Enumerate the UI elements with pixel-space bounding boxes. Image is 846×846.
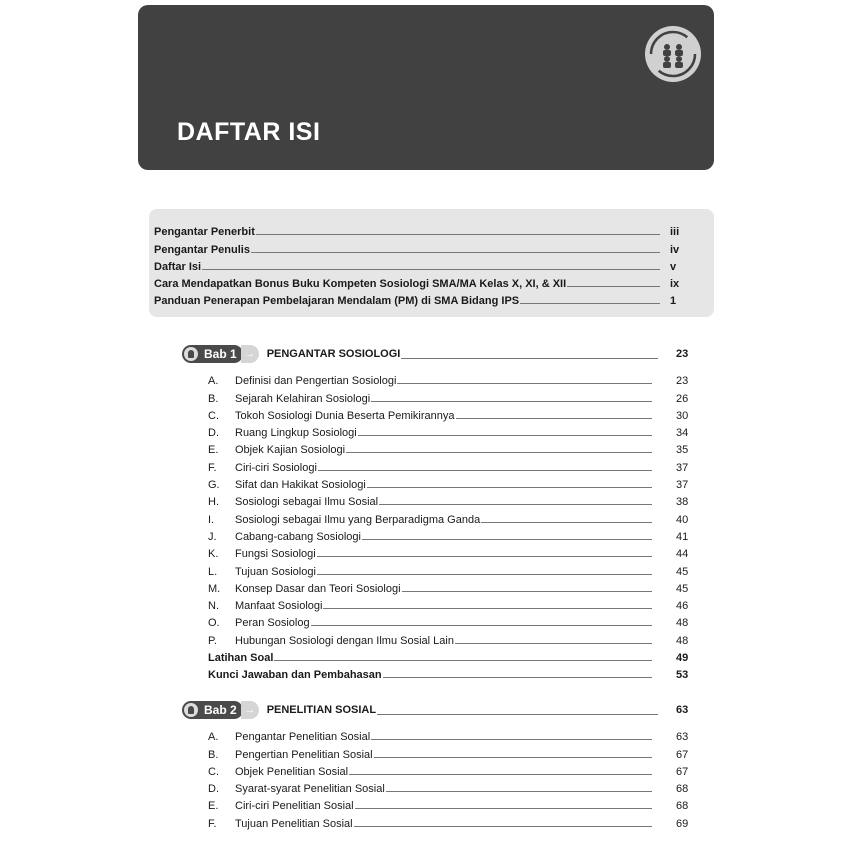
leader-line <box>355 808 652 809</box>
toc-entry[interactable] <box>154 238 694 255</box>
entry-page: 68 <box>676 783 689 796</box>
entry-page: 69 <box>676 817 689 830</box>
entry-letter: N. <box>208 600 219 613</box>
entry-letter: A. <box>208 731 219 744</box>
chapter-heading[interactable] <box>182 700 696 720</box>
entry-page: 26 <box>676 392 689 405</box>
chapter-label: Bab 2 <box>204 703 237 717</box>
entry-letter: D. <box>208 783 219 796</box>
entry-title: Pengertian Penelitian Sosial <box>235 748 373 761</box>
person-icon <box>184 703 198 717</box>
leader-line <box>567 286 660 287</box>
entry-page: 53 <box>676 669 689 682</box>
leader-line <box>371 401 652 402</box>
leader-line <box>379 504 652 505</box>
entry-title: Pengantar Penulis <box>154 243 250 256</box>
entry-page: 44 <box>676 548 689 561</box>
toc-entry[interactable] <box>208 526 696 543</box>
leader-line <box>401 358 658 359</box>
leader-line <box>202 269 660 270</box>
leader-line <box>318 470 652 471</box>
entry-title: Sejarah Kelahiran Sosiologi <box>235 392 371 405</box>
leader-line <box>374 757 652 758</box>
toc-entry[interactable] <box>208 761 696 778</box>
leader-line <box>402 591 652 592</box>
entry-title: Objek Kajian Sosiologi <box>235 444 346 457</box>
toc-entry[interactable] <box>208 491 696 508</box>
entry-letter: F. <box>208 461 217 474</box>
chapter-label: Bab 1 <box>204 347 237 361</box>
entry-page: ix <box>670 278 680 291</box>
toc-entry[interactable] <box>208 629 696 646</box>
toc-entry[interactable] <box>154 273 694 290</box>
entry-letter: B. <box>208 748 219 761</box>
entry-title: Objek Penelitian Sosial <box>235 765 349 778</box>
entry-page: 45 <box>676 565 689 578</box>
chapter-2 <box>182 700 696 830</box>
entry-letter: H. <box>208 496 219 509</box>
leader-line <box>346 452 652 453</box>
chapter-badge <box>182 701 243 719</box>
entry-letter: A. <box>208 375 219 388</box>
leader-line <box>323 608 652 609</box>
entry-letter: E. <box>208 444 219 457</box>
entry-title: Sosiologi sebagai Ilmu yang Berparadigma Ganda <box>235 513 481 526</box>
entry-page: 40 <box>676 513 689 526</box>
entry-page: 45 <box>676 582 689 595</box>
leader-line <box>397 383 652 384</box>
toc-entry[interactable] <box>208 474 696 491</box>
entry-title: Peran Sosiolog <box>235 617 310 630</box>
entry-title: Sosiologi sebagai Ilmu Sosial <box>235 496 379 509</box>
toc-entry[interactable] <box>208 578 696 595</box>
entry-title: Manfaat Sosiologi <box>235 600 323 613</box>
entry-letter: D. <box>208 427 219 440</box>
toc-entry[interactable] <box>208 543 696 560</box>
entry-page: 68 <box>676 800 689 813</box>
entry-title: Fungsi Sosiologi <box>235 548 316 561</box>
toc-entry[interactable] <box>208 595 696 612</box>
entry-title: Tujuan Penelitian Sosial <box>235 817 353 830</box>
toc-entry[interactable] <box>154 290 694 307</box>
leader-line <box>367 487 652 488</box>
entry-page: 41 <box>676 530 689 543</box>
entry-page: v <box>670 260 677 273</box>
entry-page: 48 <box>676 634 689 647</box>
entry-title: Konsep Dasar dan Teori Sosiologi <box>235 582 401 595</box>
entry-title: Panduan Penerapan Pembelajaran Mendalam (PM) di SMA Bidang IPS <box>154 295 520 308</box>
entry-page: 30 <box>676 409 689 422</box>
entry-page: 49 <box>676 652 689 665</box>
leader-line <box>317 556 652 557</box>
entry-title: Tujuan Sosiologi <box>235 565 316 578</box>
leader-line <box>386 791 652 792</box>
entry-title: Syarat-syarat Penelitian Sosial <box>235 783 385 796</box>
toc-entry[interactable] <box>208 370 696 387</box>
leader-line <box>358 435 652 436</box>
entry-page: 46 <box>676 600 689 613</box>
entry-letter: C. <box>208 409 219 422</box>
leader-line <box>349 774 652 775</box>
leader-line <box>456 418 652 419</box>
entry-title: Daftar Isi <box>154 260 202 273</box>
leader-line <box>455 643 652 644</box>
header-banner <box>138 5 714 170</box>
toc-entry[interactable] <box>208 405 696 422</box>
entry-page: 35 <box>676 444 689 457</box>
toc-entry[interactable] <box>208 560 696 577</box>
entry-page: iv <box>670 243 680 256</box>
toc-entry[interactable] <box>208 778 696 795</box>
toc-entry[interactable] <box>208 612 696 629</box>
entry-title: Pengantar Penelitian Sosial <box>235 731 371 744</box>
arrow-icon: → <box>241 701 259 719</box>
leader-line <box>383 677 652 678</box>
entry-page: 67 <box>676 748 689 761</box>
toc-entry[interactable] <box>208 647 696 664</box>
toc-entry[interactable] <box>208 456 696 473</box>
leader-line <box>481 522 652 523</box>
entry-letter: J. <box>208 530 217 543</box>
page-title: DAFTAR ISI <box>177 118 321 146</box>
toc-entry[interactable] <box>154 256 694 273</box>
entry-title: Hubungan Sosiologi dengan Ilmu Sosial Lain <box>235 634 454 647</box>
entry-letter: F. <box>208 817 217 830</box>
entry-letter: C. <box>208 765 219 778</box>
entry-letter: O. <box>208 617 220 630</box>
chapter-page: 63 <box>676 704 689 716</box>
front-matter-box <box>149 209 714 317</box>
toc-entry[interactable] <box>208 508 696 525</box>
entry-page: 37 <box>676 461 689 474</box>
toc-entry[interactable] <box>208 387 696 404</box>
chapter-badge <box>182 345 243 363</box>
leader-line <box>311 625 652 626</box>
arrow-icon: → <box>241 345 259 363</box>
leader-line <box>274 660 652 661</box>
entry-title: Definisi dan Pengertian Sosiologi <box>235 375 397 388</box>
entry-letter: M. <box>208 582 221 595</box>
entry-title: Kunci Jawaban dan Pembahasan <box>208 669 382 682</box>
entry-title: Cara Mendapatkan Bonus Buku Kompeten Sosiologi SMA/MA Kelas X, XI, & XII <box>154 278 567 291</box>
entry-letter: E. <box>208 800 219 813</box>
entry-letter: P. <box>208 634 217 647</box>
entry-title: Sifat dan Hakikat Sosiologi <box>235 479 366 492</box>
leader-line <box>371 739 652 740</box>
entry-title: Tokoh Sosiologi Dunia Beserta Pemikirannya <box>235 409 455 422</box>
chapter-heading[interactable] <box>182 344 696 364</box>
group-cycle-icon <box>644 25 702 83</box>
toc-entry[interactable] <box>208 812 696 829</box>
entry-title: Pengantar Penerbit <box>154 226 255 239</box>
entry-title: Ciri-ciri Penelitian Sosial <box>235 800 354 813</box>
leader-line <box>354 826 652 827</box>
toc-entry[interactable] <box>208 664 696 681</box>
chapter-title: PENELITIAN SOSIAL <box>266 704 377 716</box>
chapter-title: PENGANTAR SOSIOLOGI <box>266 348 401 360</box>
entry-page: 67 <box>676 765 689 778</box>
entry-title: Ruang Lingkup Sosiologi <box>235 427 357 440</box>
leader-line <box>377 714 658 715</box>
entry-page: 34 <box>676 427 689 440</box>
entry-page: 63 <box>676 731 689 744</box>
leader-line <box>520 303 660 304</box>
toc-entry[interactable] <box>208 422 696 439</box>
entry-page: 48 <box>676 617 689 630</box>
entry-page: 1 <box>670 295 677 308</box>
leader-line <box>251 252 660 253</box>
chapter-page: 23 <box>676 348 689 360</box>
entry-page: 38 <box>676 496 689 509</box>
entry-letter: B. <box>208 392 219 405</box>
entry-letter: L. <box>208 565 218 578</box>
leader-line <box>362 539 652 540</box>
entry-letter: K. <box>208 548 219 561</box>
toc-entry[interactable] <box>154 221 694 238</box>
entry-title: Latihan Soal <box>208 652 274 665</box>
toc-entry[interactable] <box>208 795 696 812</box>
leader-line <box>317 574 652 575</box>
chapter-1 <box>182 344 696 681</box>
entry-title: Cabang-cabang Sosiologi <box>235 530 361 543</box>
person-icon <box>184 347 198 361</box>
entry-page: 37 <box>676 479 689 492</box>
entry-title: Ciri-ciri Sosiologi <box>235 461 317 474</box>
entry-letter: I. <box>208 513 215 526</box>
toc-entry[interactable] <box>208 439 696 456</box>
entry-letter: G. <box>208 479 220 492</box>
leader-line <box>256 234 660 235</box>
entry-page: iii <box>670 226 680 239</box>
entry-page: 23 <box>676 375 689 388</box>
toc-entry[interactable] <box>208 726 696 743</box>
toc-entry[interactable] <box>208 743 696 760</box>
